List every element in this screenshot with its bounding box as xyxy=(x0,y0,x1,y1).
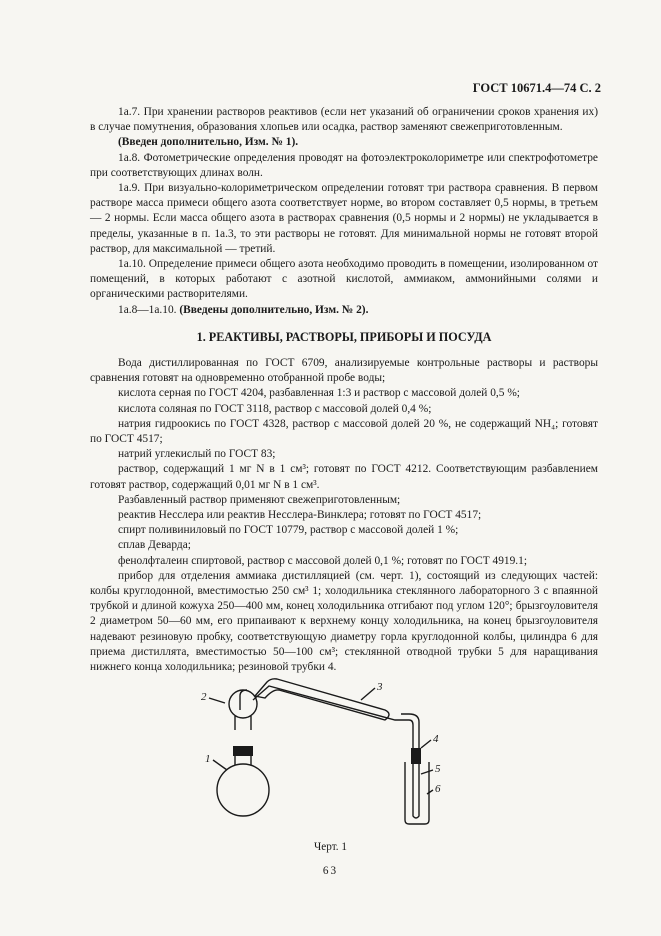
splash-trap xyxy=(229,690,257,718)
leader-line-6 xyxy=(427,790,433,794)
figure-label-6: 6 xyxy=(435,783,441,795)
splash-trap-inner-tube xyxy=(240,690,247,710)
reagent-water: Вода дистиллированная по ГОСТ 6709, анализируемые контрольные растворы и растворы сравнения готовят на одновременно отобранной пробе воды; xyxy=(90,357,598,385)
figure-caption: Черт. 1 xyxy=(314,841,347,853)
rubber-tube xyxy=(411,748,421,764)
leader-line-5 xyxy=(421,770,433,774)
figure-label-4: 4 xyxy=(433,733,439,745)
reagent-phenolphthalein: фенолфталеин спиртовой, раствор с массовой долей 0,1 %; готовят по ГОСТ 4919.1; xyxy=(118,554,528,567)
paragraph-1a8: 1а.8. Фотометрические определения проводят на фотоэлектроколориметре или спектрофотометре при соответствующих длинах волн. xyxy=(90,151,598,179)
glass-outlet-tube xyxy=(413,764,419,818)
reagent-dilution-note: Разбавленный раствор применяют свежеприготовленным; xyxy=(118,493,401,506)
figure-label-1: 1 xyxy=(205,753,211,765)
apparatus-description: прибор для отделения аммиака дистилляцией (см. черт. 1), состоящий из следующих частей: колбы круглодонной, вместимостью 250 см³ 1; холодильника стеклянного лабораторного 3 с впаянной трубкой и длиной кожуха 250—400 мм, конец холодильника отгибают под углом 120°; брызгоуловителя 2 диаметром 50—60 мм, его припаивают к верхнему концу холодильника, на конец брызгоуловителя надевают резиновую пробку, соответствующую диаметру горла круглодонной колбы, цилиндра 6 для приема дистиллята, вместимостью 50—100 см³; стеклянной отводной трубки 5 для наращивания нижнего конца холодильника; резиновой трубки 4. xyxy=(90,569,598,674)
reagent-hydrochloric-acid: кислота соляная по ГОСТ 3118, раствор с массовой долей 0,4 %; xyxy=(118,402,432,415)
figure-label-5: 5 xyxy=(435,763,441,775)
body-top xyxy=(90,105,598,318)
reagent-nessler: реактив Несслера или реактив Несслера-Винклера; готовят по ГОСТ 4517; xyxy=(118,509,482,522)
leader-line-1 xyxy=(213,760,227,770)
amendment-ref-2: 1а.8—1а.10. xyxy=(118,303,177,316)
reagent-nitrogen-solution: раствор, содержащий 1 мг N в 1 см³; готовят по ГОСТ 4212. Соответствующим разбавлением готовят раствор, содержащий 0,01 мг N в 1 см³. xyxy=(90,463,598,491)
condenser-outlet-tube xyxy=(401,714,419,748)
page-number: 63 xyxy=(322,865,339,877)
figure-label-3: 3 xyxy=(377,681,383,693)
leader-line-4 xyxy=(421,740,431,748)
paragraph-1a10: 1а.10. Определение примеси общего азота необходимо проводить в помещении, изолированном от помещений, в которых работают с азотной кислотой, аммиаком, аммонийными солями и органическими растворителями. xyxy=(90,258,598,301)
body-reagents xyxy=(90,356,598,675)
section-title: 1. РЕАКТИВЫ, РАСТВОРЫ, ПРИБОРЫ И ПОСУДА xyxy=(196,330,492,344)
distillation-apparatus-figure xyxy=(195,670,455,830)
leader-line-2 xyxy=(209,698,225,703)
leader-line-3 xyxy=(361,688,375,700)
reagent-sodium-hydroxide: натрия гидроокись по ГОСТ 4328, раствор с массовой долей 20 %, не содержащий NH₄; готовят по ГОСТ 4517; xyxy=(90,417,598,446)
paragraph-1a9: 1а.9. При визуально-колориметрическом определении готовят три раствора сравнения. В первом растворе масса примеси общего азота соответствует норме, во втором составляет 0,5 нормы, в третьем — 2 нормы. Если масса общего азота в растворах сравнения (0,5 нормы и 2 нормы) не укладывается в пределы, указанные в п. 1а.3, то эти растворы не готовят. Для минимальной нормы не готовят второй раствор, для максимальной — третий. xyxy=(90,182,598,255)
amendment-line-2 xyxy=(90,303,598,318)
page-header: ГОСТ 10671.4—74 С. 2 xyxy=(472,81,601,95)
reagent-sodium-carbonate: натрий углекислый по ГОСТ 83; xyxy=(118,448,276,461)
amendment-note-1: (Введен дополнительно, Изм. № 1). xyxy=(118,136,299,149)
reagent-devarda-alloy: сплав Деварда; xyxy=(118,539,191,552)
figure-label-2: 2 xyxy=(201,691,207,703)
round-bottom-flask xyxy=(217,764,269,816)
receiving-cylinder xyxy=(405,762,429,824)
condenser-jacket xyxy=(255,679,389,720)
amendment-note-2: (Введены дополнительно, Изм. № 2). xyxy=(179,303,369,316)
reagent-polyvinyl-alcohol: спирт поливиниловый по ГОСТ 10779, раствор с массовой долей 1 %; xyxy=(118,524,459,537)
paragraph-1a7: 1а.7. При хранении растворов реактивов (если нет указаний об ограничении сроков хранения их) в случае помутнения, образования хлопьев или осадка, раствор заменяют свежеприготовленным. xyxy=(90,106,598,134)
rubber-stopper xyxy=(233,746,253,756)
reagent-sulfuric-acid: кислота серная по ГОСТ 4204, разбавленная 1:3 и раствор с массовой долей 0,5 %; xyxy=(118,387,520,400)
